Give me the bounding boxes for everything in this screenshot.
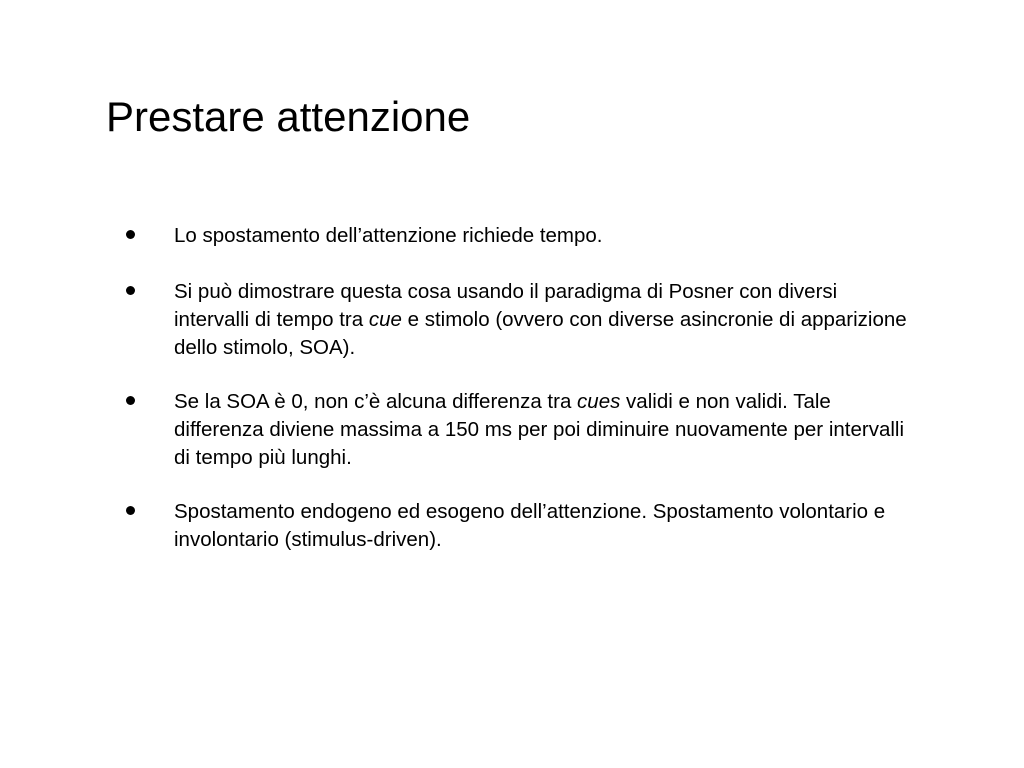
bullet-dot-icon xyxy=(126,286,135,295)
bullet-text xyxy=(174,498,914,554)
bullet-dot-icon xyxy=(126,230,135,239)
bullet-text xyxy=(174,278,914,362)
bullet-text-italic: cues xyxy=(577,390,621,413)
bullet-text-italic: cue xyxy=(368,308,402,331)
bullet-dot-icon xyxy=(126,506,135,515)
bullet-text-segment: e stimolo (ovvero con diverse asincronie di apparizione dello stimolo, SOA). xyxy=(174,308,907,359)
bullet-text xyxy=(174,222,914,250)
bullet-text xyxy=(174,388,914,472)
bullet-text-segment: Se la SOA è 0, non c’è alcuna differenza tra xyxy=(174,390,578,413)
bullet-text-segment: validi e non validi. Tale differenza diviene massima a 150 ms per poi diminuire nuovamente per intervalli di tempo più lunghi. xyxy=(174,390,905,469)
bullet-text-segment: Si può dimostrare questa cosa usando il paradigma di Posner con diversi intervalli di tempo tra xyxy=(174,280,838,331)
bullet-text-segment: Spostamento endogeno ed esogeno dell’attenzione. Spostamento volontario e involontario (stimulus-driven). xyxy=(174,500,886,551)
bullet-text-segment: Lo spostamento dell’attenzione richiede tempo. xyxy=(174,224,603,247)
slide-title: Prestare attenzione xyxy=(106,93,471,140)
bullet-dot-icon xyxy=(126,396,135,405)
